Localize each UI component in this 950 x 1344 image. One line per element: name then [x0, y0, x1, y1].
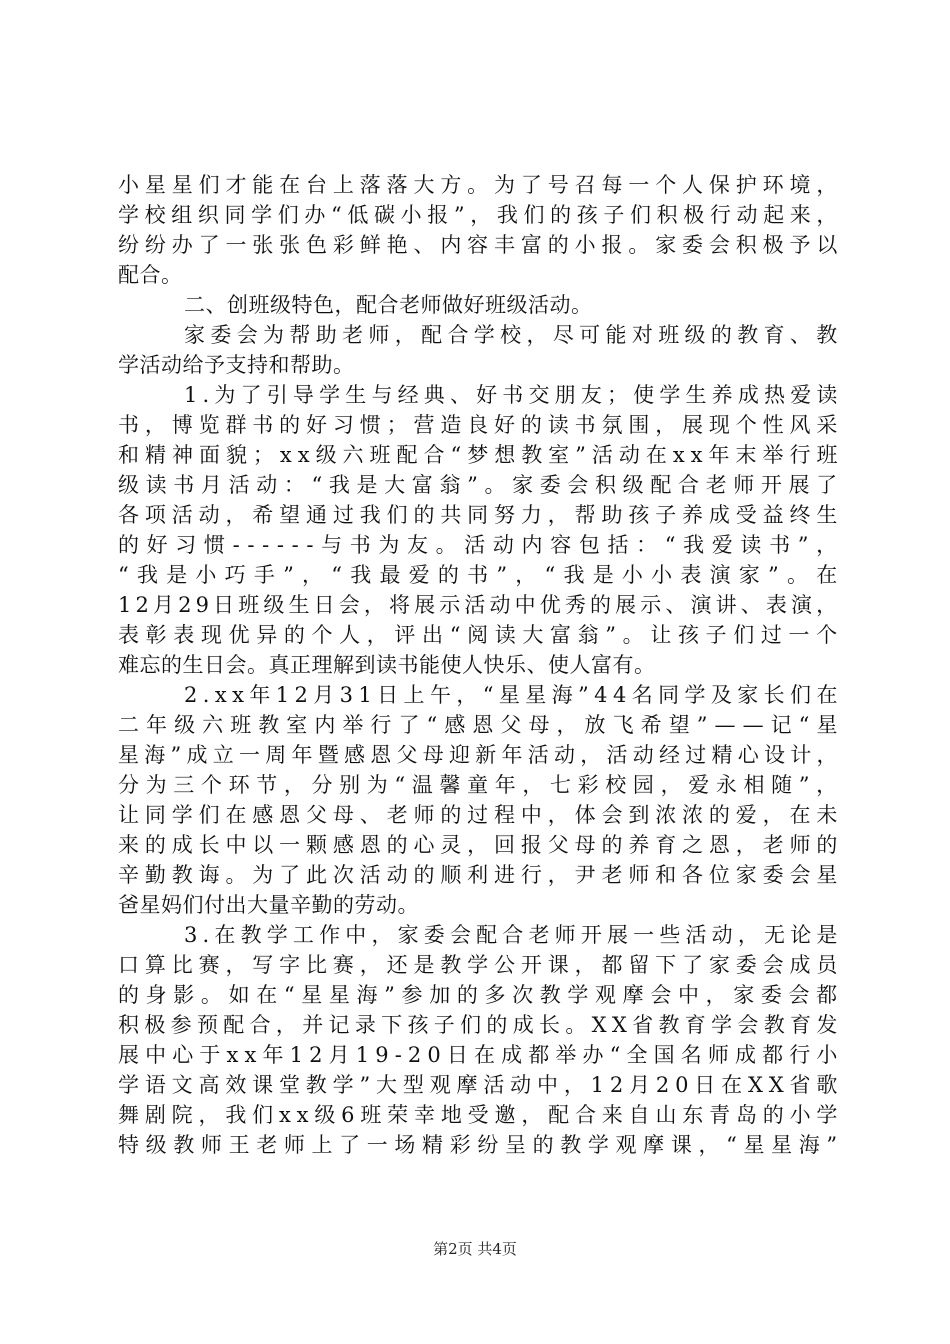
text-line: 学活动给予支持和帮助。 [118, 353, 355, 377]
text-line: 让 同 学 们 在 感 恩 父 母 、 老 师 的 过 程 中 ， 体 会 到 浓 浓 的 爱 ， 在 未 [118, 803, 838, 827]
text-line: 学 语 文 高 效 课 堂 教 学 ” 大 型 观 摩 活 动 中 ， 1 2 月 2 0 日 在 X X 省 歌 [118, 1073, 838, 1097]
text-line: “ 我 是 小 巧 手 ” ， “ 我 最 爱 的 书 ” ， “ 我 是 小 小 表 演 家 ” 。 在 [118, 563, 838, 587]
text-line: 3 . 在 教 学 工 作 中 ， 家 委 会 配 合 老 师 开 展 一 些 活 动 ， 无 论 是 [184, 923, 838, 947]
text-line: 小 星 星 们 才 能 在 台 上 落 落 大 方 。 为 了 号 召 每 一 个 人 保 护 环 境 ， [118, 173, 838, 197]
text-line: 辛 勤 教 诲 。 为 了 此 次 活 动 的 顺 利 进 行 ， 尹 老 师 和 各 位 家 委 会 星 [118, 863, 838, 887]
text-line: 口 算 比 赛 ， 写 字 比 赛 ， 还 是 教 学 公 开 课 ， 都 留 下 了 家 委 会 成 员 [118, 953, 838, 977]
document-body [118, 170, 838, 1160]
text-line: 星 海 ” 成 立 一 周 年 暨 感 恩 父 母 迎 新 年 活 动 ， 活 动 经 过 精 心 设 计 ， [118, 743, 838, 767]
text-line: 积 极 参 预 配 合 ， 并 记 录 下 孩 子 们 的 成 长 。 X X 省 教 育 学 会 教 育 发 [118, 1013, 838, 1037]
text-line: 1 2 月 2 9 日 班 级 生 日 会 ， 将 展 示 活 动 中 优 秀 的 展 示 、 演 讲 、 表 演 ， [118, 593, 838, 617]
text-line: 表 彰 表 现 优 异 的 个 人 ， 评 出 “ 阅 读 大 富 翁 ” 。 让 孩 子 们 过 一 个 [118, 623, 838, 647]
text-line: 来 的 成 长 中 以 一 颗 感 恩 的 心 灵 ， 回 报 父 母 的 养 育 之 恩 ， 老 师 的 [118, 833, 838, 857]
text-line: 1 . 为 了 引 导 学 生 与 经 典 、 好 书 交 朋 友 ； 使 学 生 养 成 热 爱 读 [184, 383, 838, 407]
page-number: 第2页 共4页 [433, 1240, 517, 1258]
text-line: 纷 纷 办 了 一 张 张 色 彩 鲜 艳 、 内 容 丰 富 的 小 报 。 家 委 会 积 极 予 以 [118, 233, 838, 257]
text-line: 二 年 级 六 班 教 室 内 举 行 了 “ 感 恩 父 母 ， 放 飞 希 望 ” — — 记 “ 星 [118, 713, 838, 737]
text-line: 各 项 活 动 ， 希 望 通 过 我 们 的 共 同 努 力 ， 帮 助 孩 子 养 成 受 益 终 生 [118, 503, 838, 527]
text-line: 的 好 习 惯 - - - - - - 与 书 为 友 。 活 动 内 容 包 括 ： “ 我 爱 读 书 ” ， [118, 533, 838, 557]
text-line: 书 ， 博 览 群 书 的 好 习 惯 ； 营 造 良 好 的 读 书 氛 围 ， 展 现 个 性 风 采 [118, 413, 838, 437]
text-line: 展 中 心 于 x x 年 1 2 月 1 9 - 2 0 日 在 成 都 举 办 “ 全 国 名 师 成 都 行 小 [118, 1043, 838, 1067]
text-line: 和 精 神 面 貌 ； x x 级 六 班 配 合 “ 梦 想 教 室 ” 活 动 在 x x 年 末 举 行 班 [118, 443, 838, 467]
section-heading: 二、创班级特色，配合老师做好班级活动。 [184, 293, 593, 317]
text-line: 分 为 三 个 环 节 ， 分 别 为 “ 温 馨 童 年 ， 七 彩 校 园 ， 爱 永 相 随 ” ， [118, 773, 838, 797]
text-line: 学 校 组 织 同 学 们 办 “ 低 碳 小 报 ” ， 我 们 的 孩 子 们 积 极 行 动 起 来 ， [118, 203, 838, 227]
text-line: 级 读 书 月 活 动 ： “ 我 是 大 富 翁 ” 。 家 委 会 积 级 配 合 老 师 开 展 了 [118, 473, 838, 497]
text-line: 的 身 影 。 如 在 “ 星 星 海 ” 参 加 的 多 次 教 学 观 摩 会 中 ， 家 委 会 都 [118, 983, 838, 1007]
text-line: 舞 剧 院 ， 我 们 x x 级 6 班 荣 幸 地 受 邀 ， 配 合 来 自 山 东 青 岛 的 小 学 [118, 1103, 838, 1127]
text-line: 家 委 会 为 帮 助 老 师 ， 配 合 学 校 ， 尽 可 能 对 班 级 的 教 育 、 教 [184, 323, 838, 347]
text-line: 2 . x x 年 1 2 月 3 1 日 上 午 ， “ 星 星 海 ” 4 4 名 同 学 及 家 长 们 在 [184, 683, 838, 707]
text-line: 爸星妈们付出大量辛勤的劳动。 [118, 893, 419, 917]
text-line: 配合。 [118, 263, 183, 287]
text-line: 难忘的生日会。真正理解到读书能使人快乐、使人富有。 [118, 653, 656, 677]
text-line: 特 级 教 师 王 老 师 上 了 一 场 精 彩 纷 呈 的 教 学 观 摩 课 ， “ 星 星 海 ” [118, 1133, 838, 1157]
